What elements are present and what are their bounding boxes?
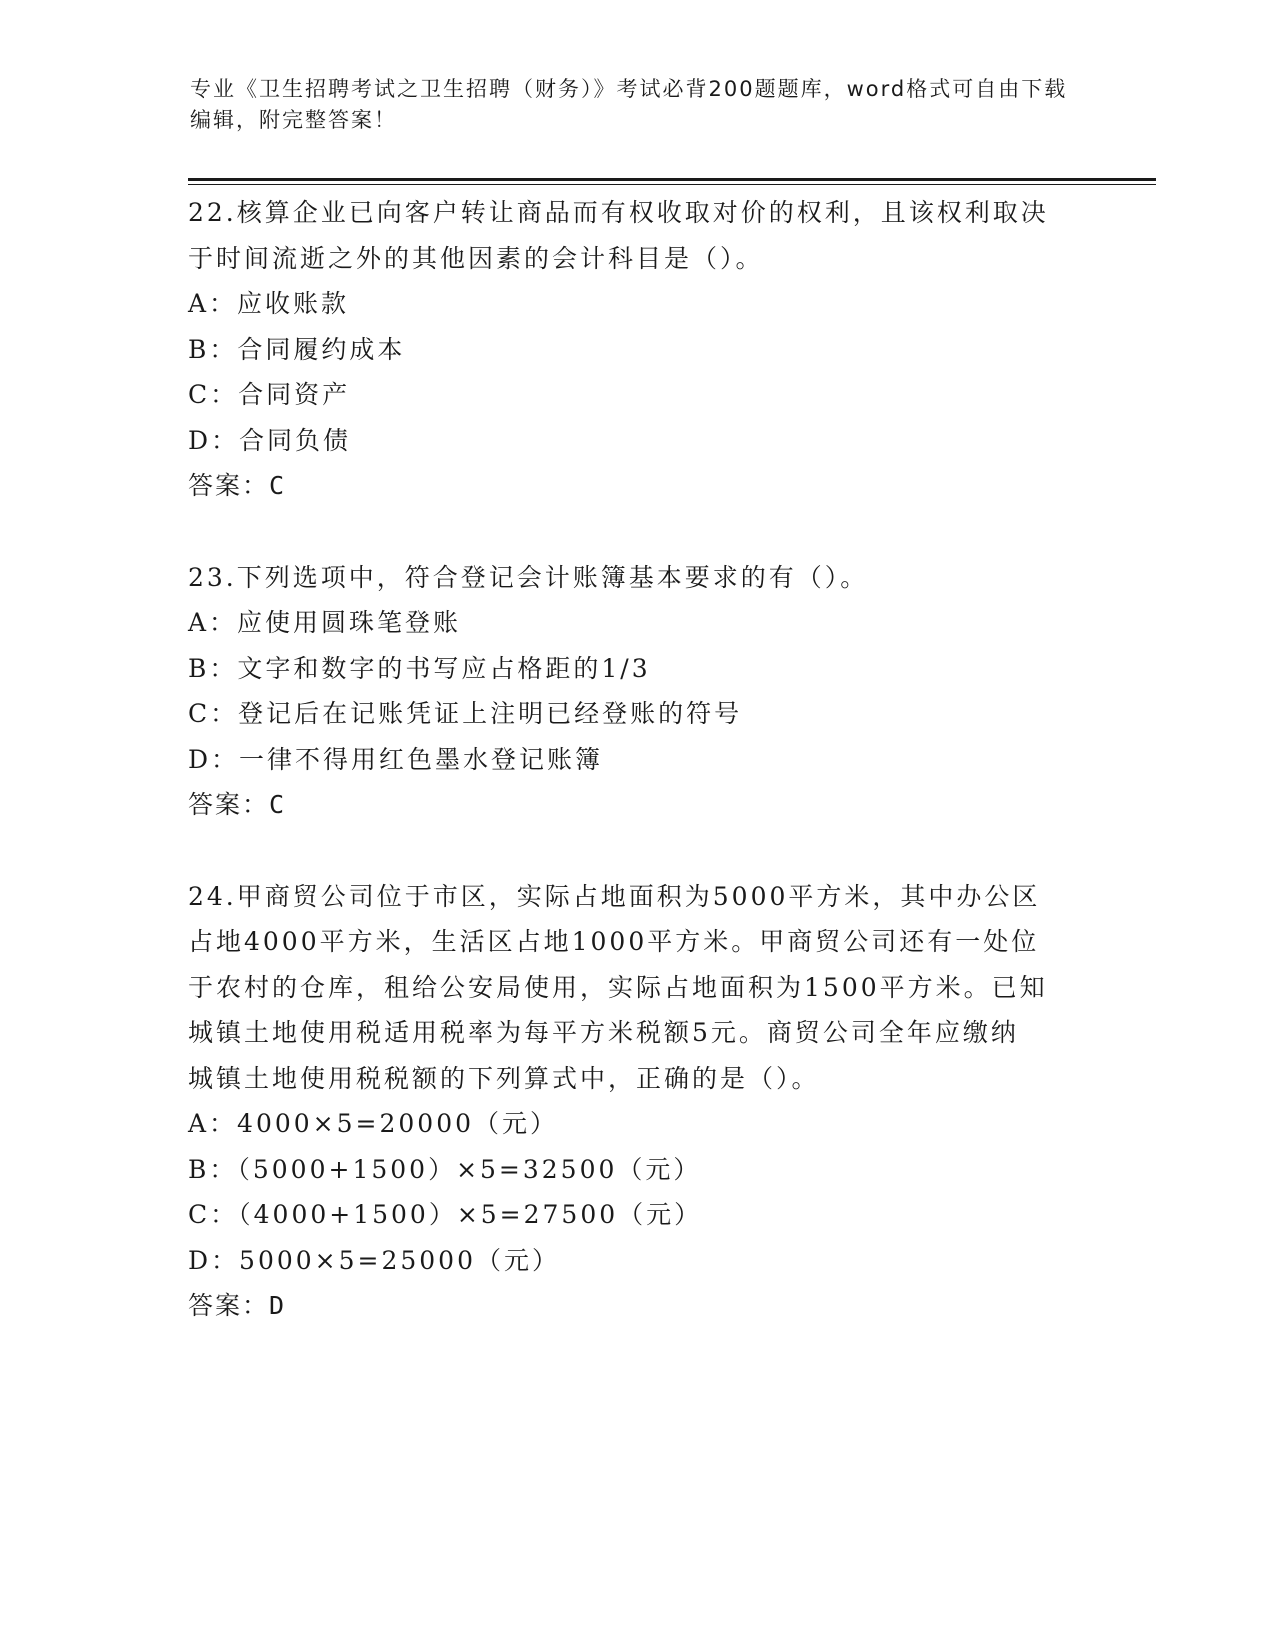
answer-label: 答案： — [188, 1291, 270, 1320]
answer-label: 答案： — [188, 790, 270, 819]
option-c: C：登记后在记账凭证上注明已经登账的符号 — [188, 699, 743, 728]
question-list — [188, 190, 1088, 1329]
answer-label: 答案： — [188, 471, 270, 500]
option-c: C：合同资产 — [188, 380, 351, 409]
question-stem-line: 23.下列选项中，符合登记会计账簿基本要求的有（）。 — [188, 562, 869, 592]
spacer — [188, 509, 1088, 555]
question-stem-line: 城镇土地使用税税额的下列算式中，正确的是（）。 — [188, 1063, 820, 1093]
option-d: D：一律不得用红色墨水登记账簿 — [188, 744, 604, 774]
answer-line — [188, 782, 1088, 828]
header-rule-thick — [188, 178, 1156, 181]
question-24 — [188, 874, 1088, 1329]
answer-value: C — [269, 471, 287, 500]
option-d: D：合同负债 — [188, 425, 352, 455]
question-stem-line: 24.甲商贸公司位于市区，实际占地面积为5000平方米，其中办公区 — [188, 881, 1041, 911]
option-c: C：（4000+1500）×5=27500（元） — [188, 1200, 703, 1229]
question-stem-line: 于农村的仓库，租给公安局使用，实际占地面积为1500平方米。已知 — [188, 972, 1048, 1002]
answer-line — [188, 463, 1088, 509]
question-23 — [188, 555, 1088, 828]
header-rule-thin — [188, 184, 1156, 185]
question-stem-line: 于时间流逝之外的其他因素的会计科目是（）。 — [188, 243, 764, 273]
option-b: B：合同履约成本 — [188, 334, 406, 364]
option-a: A：4000×5=20000（元） — [188, 1109, 559, 1138]
question-stem-line: 22.核算企业已向客户转让商品而有权收取对价的权利，且该权利取决 — [188, 198, 1049, 227]
question-stem-line: 城镇土地使用税适用税率为每平方米税额5元。商贸公司全年应缴纳 — [188, 1018, 1019, 1047]
option-a: A：应使用圆珠笔登账 — [188, 608, 462, 637]
answer-line — [188, 1283, 1088, 1329]
spacer — [188, 828, 1088, 874]
option-b: B：（5000+1500）×5=32500（元） — [188, 1154, 702, 1184]
question-22 — [188, 190, 1088, 509]
option-d: D：5000×5=25000（元） — [188, 1245, 560, 1275]
question-stem-line: 占地4000平方米，生活区占地1000平方米。甲商贸公司还有一处位 — [188, 927, 1040, 956]
answer-value: D — [269, 1291, 287, 1320]
option-a: A：应收账款 — [188, 289, 350, 318]
answer-value: C — [269, 790, 287, 819]
option-b: B：文字和数字的书写应占格距的1/3 — [188, 653, 651, 683]
document-intro: 专业《卫生招聘考试之卫生招聘（财务）》考试必背200题题库，word格式可自由下载编辑，附完整答案！ — [190, 77, 1068, 132]
